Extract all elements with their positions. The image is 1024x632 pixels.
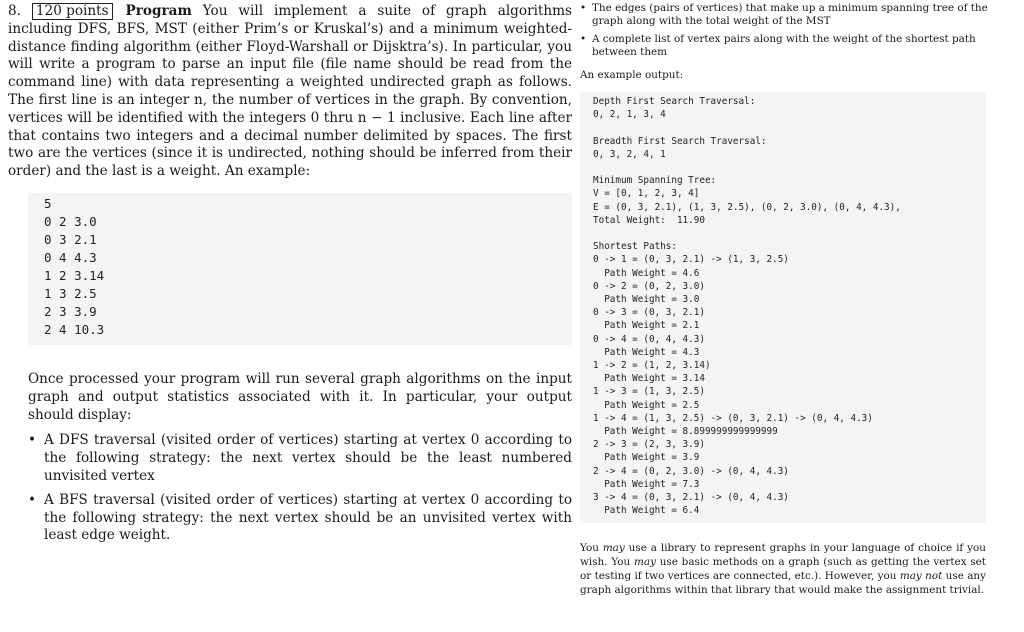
output-line: Path Weight = 3.14 [593, 373, 705, 385]
bullet-icon: • [28, 491, 37, 508]
output-line: Path Weight = 6.4 [593, 505, 700, 517]
intro-text: You will implement a suite of graph algorithms including DFS, BFS, MST (either Prim’s or Kruskal’s) and a minimum weighted-distance finding algorithm (either Floyd-Warshall or Dijsktra’s). In particular, you will write a program to parse an input file (file name should be read from the command line) with data representing a weighted undirected graph as follows. The first line is an integer n, the number of vertices in the graph. By convention, vertices will be identified with the integers 0 thru n − 1 inclusive. Each line after that contains two integers and a decimal number delimited by spaces. The first two are the vertices (since it is undirected, nothing should be inferred from their order) and the last is a weight. An example: [8, 3, 572, 180]
output-line [580, 161, 986, 174]
list-item [28, 432, 572, 485]
output-line: Shortest Paths: [593, 241, 677, 253]
output-line: Path Weight = 2.1 [593, 320, 700, 332]
output-line: Path Weight = 3.9 [593, 452, 700, 464]
output-line: 0 -> 1 = (0, 3, 2.1) -> (1, 3, 2.5) [593, 254, 789, 266]
library-note [580, 541, 986, 597]
note-text: use basic methods on a graph (such as getting the vertex set or testing if two vertices are connected, etc.). However, you [580, 556, 986, 583]
output-line: Path Weight = 2.5 [593, 399, 700, 411]
bullet-text: A complete list of vertex pairs along with the weight of the shortest path between them [592, 33, 976, 58]
list-item [580, 33, 990, 59]
problem-number: 8. [8, 3, 21, 19]
note-emphasis: may [634, 556, 656, 569]
input-line: 0 3 2.1 [44, 231, 97, 247]
output-line: 1 -> 4 = (1, 3, 2.5) -> (0, 3, 2.1) -> (0, 4, 4.3) [593, 412, 873, 424]
note-emphasis: may not [899, 570, 943, 583]
input-example-box [28, 193, 572, 345]
note-text: You [580, 542, 603, 555]
output-line [580, 227, 986, 240]
input-line: 0 4 4.3 [44, 249, 97, 265]
input-line: 0 2 3.0 [44, 213, 97, 229]
problem-heading: Program [125, 3, 192, 19]
output-line: Path Weight = 8.899999999999999 [593, 426, 778, 438]
output-line: 2 -> 3 = (2, 3, 3.9) [593, 439, 705, 451]
points-box: 120 points [32, 3, 113, 20]
input-line: 1 2 3.14 [44, 267, 105, 283]
output-line: Depth First Search Traversal: [593, 96, 756, 107]
output-line: Path Weight = 4.6 [593, 267, 700, 279]
output-line: V = [0, 1, 2, 3, 4] [593, 188, 700, 200]
example-output-box [580, 92, 986, 523]
note-text: use any graph algorithms within that library that would make the assignment trivial. [580, 570, 986, 597]
bullet-icon: • [28, 432, 37, 449]
output-line: 1 -> 2 = (1, 2, 3.14) [593, 360, 711, 372]
output-line: Path Weight = 3.0 [593, 294, 700, 305]
bullet-text: The edges (pairs of vertices) that make up a minimum spanning tree of the graph along with the total weight of the MST [592, 2, 988, 27]
input-line: 2 4 10.3 [44, 321, 105, 337]
output-line: 0, 2, 1, 3, 4 [593, 109, 666, 121]
output-line: Minimum Spanning Tree: [593, 175, 717, 187]
bullet-text: A BFS traversal (visited order of vertices) starting at vertex 0 according to the following strategy: the next vertex should be an unvisited vertex with least edge weight. [44, 491, 572, 544]
output-line: 0 -> 4 = (0, 4, 4.3) [593, 333, 705, 345]
bullet-icon: • [580, 2, 587, 14]
list-item [28, 492, 572, 545]
bullet-text: A DFS traversal (visited order of vertices) starting at vertex 0 according to the following strategy: the next vertex should be the least numbered unvisited vertex [44, 432, 572, 484]
example-output-label: An example output: [580, 69, 684, 81]
input-line: 5 [44, 195, 52, 211]
output-line: 2 -> 4 = (0, 2, 3.0) -> (0, 4, 4.3) [593, 465, 789, 477]
input-line: 1 3 2.5 [44, 285, 97, 301]
note-text: use a library to represent graphs in your language of choice if you wish. You [580, 542, 986, 569]
problem-intro [8, 3, 572, 181]
output-line: 0, 3, 2, 4, 1 [593, 148, 666, 160]
output-line: 3 -> 4 = (0, 3, 2.1) -> (0, 4, 4.3) [593, 492, 789, 504]
output-line: E = (0, 3, 2.1), (1, 3, 2.5), (0, 2, 3.0), (0, 4, 4.3), [593, 201, 901, 213]
right-bullet-list [580, 2, 990, 59]
output-line: Path Weight = 7.3 [593, 478, 700, 490]
output-line: Path Weight = 4.3 [593, 346, 700, 358]
left-bullet-list [8, 432, 572, 545]
output-line [580, 121, 986, 134]
list-item [580, 2, 990, 28]
output-line: Breadth First Search Traversal: [593, 135, 767, 147]
output-line: 0 -> 3 = (0, 3, 2.1) [593, 307, 705, 319]
note-emphasis: may [602, 542, 625, 555]
output-line: Total Weight: 11.90 [593, 214, 705, 226]
output-line: 1 -> 3 = (1, 3, 2.5) [593, 386, 705, 398]
processed-text: Once processed your program will run several graph algorithms on the input graph and output statistics associated with it. In particular, your output should display: [28, 370, 572, 423]
bullet-icon: • [580, 33, 587, 45]
output-line: 0 -> 2 = (0, 2, 3.0) [593, 280, 705, 292]
input-line: 2 3 3.9 [44, 303, 97, 319]
left-column [8, 0, 572, 551]
right-column [580, 0, 990, 608]
